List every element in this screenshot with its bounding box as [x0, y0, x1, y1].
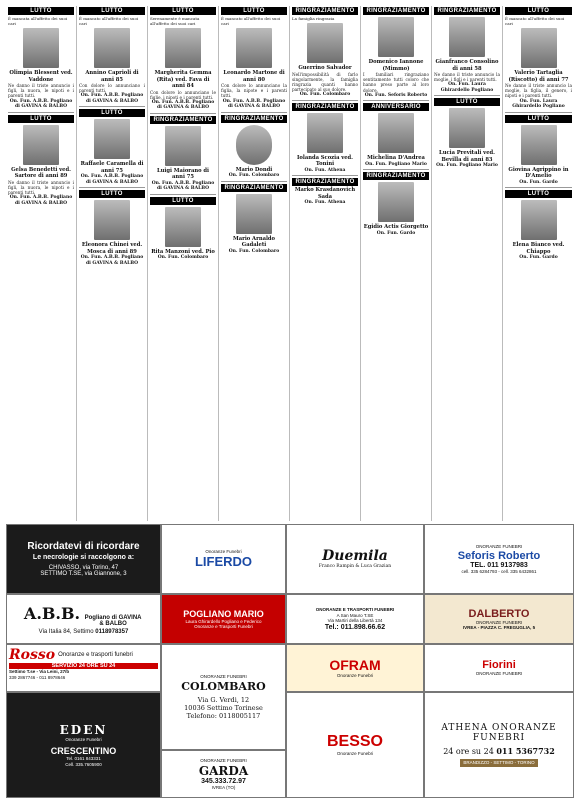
ad-rosso	[6, 644, 161, 692]
obit-name: Marko Krasdanovich Sada	[294, 187, 356, 200]
obit-photo	[307, 23, 343, 63]
ad-ivrea: IVREA (TO)	[211, 784, 236, 790]
ad-cities: BRANDIZZO - SETTIMO - TORINO	[460, 759, 537, 767]
column-8	[503, 6, 574, 521]
obit-name: Olimpia Blessent ved. Vaddone	[9, 70, 73, 83]
obit-name: Michelina D'Andrea	[367, 155, 425, 162]
ad-ricordatevi	[6, 524, 161, 594]
ad-sub: ONORANZE FUNEBRI	[200, 758, 247, 763]
obit-text: Nell'impossibilità di farlo singolarmente, la famiglia ringrazia quanti hanno partecipato al suo dolore.	[292, 71, 358, 93]
obit-name: Elena Bianco ved. Chiappo	[512, 242, 565, 255]
column-5	[290, 6, 361, 521]
obit-photo	[378, 182, 414, 222]
ad-title: LIFERDO	[194, 554, 253, 570]
ad-title: OFRAM	[329, 657, 381, 674]
obit-photo	[165, 126, 201, 166]
obit-name: Annino Caprioli di anni 85	[85, 70, 139, 83]
ad-title: EDEN	[59, 722, 108, 737]
obit-header: LUTTO	[505, 7, 572, 15]
divider	[79, 106, 145, 107]
obit-photo	[23, 125, 59, 165]
ads-section	[6, 524, 574, 798]
ad-line: Onoranze e Trasporti Funebri	[194, 624, 253, 629]
ad-sub: Onoranze Funebri	[65, 736, 102, 742]
obit-sign: On. Fun. A.B.B. Pogliano di GAVINA & BALBO	[80, 255, 144, 266]
obit-name: Domenico Iannone (Mimmo)	[368, 59, 424, 72]
divider	[79, 187, 145, 188]
obit-sign: On. Fun. Athena	[304, 167, 346, 173]
ad-sub: ONORANZE FUNEBRI	[475, 544, 523, 549]
obit-sub: Serenamente è mancata all'affetto dei suoi cari	[150, 16, 200, 26]
obit-name: Rita Manzoni ved. Pio	[151, 248, 215, 255]
ad-city: 10036 Settimo Torinese	[184, 703, 263, 712]
obit-photo	[94, 200, 130, 240]
obit-sign: On. Fun. Athena	[304, 200, 346, 206]
divider	[363, 100, 429, 101]
obit-photo	[449, 17, 485, 57]
ad-sub: Onoranze Funebri	[336, 673, 374, 679]
obit-sign: On. Fun. Gardo	[519, 179, 558, 185]
ad-title: Duemila	[322, 548, 388, 565]
obit-sub: La famiglia ringrazia	[292, 16, 335, 21]
obit-sign: On. Fun. Gardo	[376, 230, 416, 236]
obit-sub: È mancato all'affetto dei suoi cari	[221, 16, 281, 26]
obit-sign: On. Fun. Seforis Roberto	[364, 92, 428, 98]
ad-eden-crescentino	[6, 692, 161, 798]
ad-phone: 339 2867746 - 011 8978646	[9, 674, 66, 680]
obit-header: LUTTO	[150, 197, 216, 205]
obituaries-grid	[6, 6, 574, 521]
ad-fiorini	[424, 644, 574, 692]
ad-phone: Tel. 0161 843331	[66, 756, 101, 762]
obit-header: LUTTO	[150, 7, 216, 15]
ad-line: IVREA - PIAZZA C. FREGUGLIA, 5	[462, 625, 536, 630]
ad-sub: Onoranze Funebri	[205, 548, 242, 554]
obit-photo	[23, 28, 59, 68]
ad-sub: Onoranze e trasporti funebri	[58, 652, 133, 658]
ad-sub: ONORANZE FUNEBRI	[475, 619, 523, 625]
obit-name: Gelsa Benedetti ved. Sartore di anni 89	[11, 166, 71, 180]
ad-dalberto	[424, 594, 574, 644]
obit-name: Lucia Previtali ved. Bevilla di anni 83	[439, 150, 495, 163]
obit-photo	[449, 108, 485, 148]
ad-title: Rosso	[9, 647, 56, 663]
ad-phone2: cell. 335 6284793 - cell. 335 6432861	[461, 568, 537, 574]
obit-name: Gianfranco Consolino di anni 58	[435, 59, 499, 72]
obit-name: Raffaele Caramella di anni 75	[80, 161, 144, 174]
obit-text: Con dolore lo annunciano i parenti tutti.	[79, 83, 145, 94]
obit-name: Iolanda Scozia ved. Tonini	[297, 154, 353, 168]
divider	[221, 112, 287, 113]
obit-sign: On. Fun. Laura Ghirardello Pogliano	[440, 82, 494, 93]
ad-phone: 0118978357	[95, 628, 129, 635]
obit-sign: On. Fun. Laura Ghirardello Pogliano	[512, 98, 565, 110]
ad-sub: ONORANZE FUNEBRI	[472, 723, 557, 744]
ad-crescentino: CRESCENTINO	[50, 746, 117, 757]
column-4	[219, 6, 290, 521]
obit-name: Mario Dondi	[235, 166, 273, 173]
obit-photo	[521, 28, 557, 68]
obit-sub: È mancato all'affetto dei suoi cari	[505, 16, 565, 26]
ad-phone: Telefono: 0118005117	[186, 711, 261, 720]
divider	[505, 112, 572, 113]
ad-subtitle: Le necrologie si raccolgono a:	[32, 554, 135, 561]
ad-address: Via G. Verdi, 12	[197, 695, 250, 704]
obit-sign: On. Fun. Pogliano Mario	[365, 161, 427, 167]
ad-colombaro	[161, 644, 286, 750]
obit-photo	[236, 28, 272, 68]
divider	[150, 113, 216, 114]
ad-item: CHIVASSO, via Torino, 47	[48, 565, 119, 571]
obit-header: LUTTO	[8, 115, 74, 123]
obit-photo	[165, 28, 201, 68]
ad-duemila	[286, 524, 424, 594]
obit-name: Leonardo Martone di anni 80	[223, 70, 285, 83]
ad-address: Via Italia 84, Settimo	[38, 628, 94, 635]
obit-sign: On. Fun. Colombaro	[228, 173, 280, 179]
obit-photo	[521, 200, 557, 240]
obit-text: Con dolore lo annunciano le figlie, i nipoti e i parenti tutti.	[150, 89, 216, 100]
obit-header: LUTTO	[505, 190, 572, 198]
obit-header: RINGRAZIAMENTO	[363, 7, 429, 15]
obit-sign: On. Fun. A.B.B. Pogliano di GAVINA & BALBO	[9, 195, 73, 206]
divider	[221, 181, 287, 182]
divider	[292, 175, 358, 176]
ad-sub: ONORANZE FUNEBRI	[200, 674, 247, 680]
divider	[8, 112, 74, 113]
obit-header: RINGRAZIAMENTO	[221, 184, 287, 192]
ad-title: Seforis Roberto	[457, 549, 541, 562]
ad-ofram	[286, 644, 424, 692]
obit-name: Mario Arnaldo Gadaleti	[232, 235, 276, 249]
obit-sub: È mancata all'affetto dei suoi cari	[8, 16, 68, 26]
obit-sign: On. Fun. Colombaro	[299, 92, 351, 98]
obit-sign: On. Fun. Colombaro	[228, 248, 280, 254]
obit-header: LUTTO	[79, 7, 145, 15]
obit-text: Ne danno il triste annuncio la moglie, la figlia, il genero, i nipoti e i parenti tutti.	[505, 83, 572, 99]
ad-sub: ONORANZE FUNEBRI	[475, 671, 523, 677]
obit-header: RINGRAZIAMENTO	[363, 172, 429, 180]
ad-phone: 345.333.72.97	[201, 777, 246, 785]
ad-abb	[6, 594, 161, 644]
obit-header: LUTTO	[505, 115, 572, 123]
obit-text: I familiari ringraziano sentitamente tutti coloro che hanno preso parte al loro dolore.	[363, 72, 429, 93]
ad-item: SETTIMO T.SE, via Giannone, 3	[40, 571, 127, 577]
obit-name: Margherita Gemma (Rita) ved. Fava di anni 84	[154, 70, 212, 89]
divider	[505, 187, 572, 188]
ad-seforis	[424, 524, 574, 594]
ad-garda	[161, 750, 286, 798]
ad-liferdo	[161, 524, 286, 594]
obit-sign: On. Fun. A.B.B. Pogliano di GAVINA & BALBO	[80, 93, 144, 104]
obit-photo	[165, 207, 201, 247]
ad-phone: Tel.: 011.898.66.62	[324, 623, 386, 631]
column-7	[432, 6, 503, 521]
column-3	[148, 6, 219, 521]
obit-sign: On. Fun. A.B.B. Pogliano di GAVINA & BALBO	[151, 180, 215, 192]
obit-name: Luigi Maiorano di anni 75	[156, 167, 210, 181]
obit-header: ANNIVERSARIO	[363, 103, 429, 111]
ad-title: Fiorini	[482, 659, 516, 672]
obit-header: LUTTO	[79, 109, 145, 117]
obit-photo	[236, 125, 272, 165]
ad-phone: 011 5367732	[496, 746, 555, 757]
ad-besso	[286, 692, 424, 798]
ad-pogliano	[161, 594, 286, 644]
obit-header: RINGRAZIAMENTO	[292, 103, 358, 111]
ad-sub: Franco Rampin & Luca Grazian	[318, 564, 392, 570]
column-1	[6, 6, 77, 521]
ad-title: Ricordatevi di ricordare	[27, 541, 140, 552]
obit-photo	[521, 125, 557, 165]
obit-name: Valerio Tartaglia (Riscotto) di anni 77	[508, 70, 569, 83]
ad-sub: Laura Ghirardello Pogliano e Federico	[185, 618, 262, 624]
obit-text: Ne danno il triste annuncio la moglie, i figli e i parenti tutti.	[434, 72, 500, 83]
ad-saca	[286, 594, 424, 644]
obit-name: Eleonora Chinei ved. Mosca di anni 89	[81, 242, 143, 255]
obit-sign: On. Fun. A.B.B. Pogliano di GAVINA & BALBO	[9, 98, 73, 110]
ad-line: SERVIZIO 24 ORE SU 24	[9, 663, 158, 669]
ad-sub: Onoranze Funebri	[336, 751, 374, 757]
obit-header: LUTTO	[8, 7, 74, 15]
divider	[150, 194, 216, 195]
ad-athena	[424, 692, 574, 798]
column-2	[77, 6, 148, 521]
obit-name: Guerrino Salvador	[298, 65, 352, 71]
ad-phone: TEL. 011 9137983	[470, 561, 528, 569]
obit-sign: On. Fun. A.B.B. Pogliano di GAVINA & BALBO	[151, 99, 215, 111]
obit-sign: On. Fun. Colombaro	[157, 255, 209, 261]
ad-address: Settimo T.se - Via Leini, 27/b	[9, 669, 70, 674]
ad-address: Via Martiri della Libertà 134	[327, 618, 383, 624]
ad-title: COLOMBARO	[181, 679, 266, 693]
obit-sign: On. Fun. Gardo	[519, 255, 558, 261]
obit-name: Egidio Actis Giorgetto	[363, 224, 429, 231]
obit-photo	[307, 113, 343, 153]
obit-sign: On. Fun. A.B.B. Pogliano di GAVINA & BALBO	[222, 98, 286, 110]
obit-header: RINGRAZIAMENTO	[434, 7, 500, 15]
ad-title: A.B.B.	[23, 603, 81, 623]
obit-header: RINGRAZIAMENTO	[292, 7, 358, 15]
ad-title: DALBERTO	[468, 607, 530, 620]
ad-title: POGLIANO MARIO	[183, 608, 264, 619]
ad-title: GARDA	[198, 763, 249, 778]
obit-sign: On. Fun. A.B.B. Pogliano di GAVINA & BALBO	[80, 174, 144, 185]
column-6	[361, 6, 432, 521]
obit-header: LUTTO	[221, 7, 287, 15]
newspaper-page	[6, 6, 574, 798]
ad-name: A San Mauro T.SE	[336, 612, 374, 618]
obit-header: RINGRAZIAMENTO	[221, 115, 287, 123]
obit-text: Con dolore lo annunciano la figlia, la nipote e i parenti tutti.	[221, 83, 287, 99]
divider	[363, 169, 429, 170]
obit-photo	[94, 119, 130, 159]
obit-header: RINGRAZIAMENTO	[150, 116, 216, 124]
ad-title: ATHENA	[441, 723, 489, 734]
ad-cell: Cell. 335.7605900	[65, 761, 102, 767]
obit-sub: È mancato all'affetto dei suoi cari	[79, 16, 139, 26]
ad-title: BESSO	[326, 733, 383, 751]
ad-title: ONORANZE E TRASPORTI FUNEBRI	[315, 607, 395, 613]
obit-header: RINGRAZIAMENTO	[292, 178, 358, 186]
divider	[434, 95, 500, 96]
obit-name: Giovina Agrippino in D'Amelio	[508, 166, 569, 180]
obit-photo	[378, 113, 414, 153]
ad-line: 24 ore su 24	[443, 747, 494, 757]
obit-header: LUTTO	[79, 190, 145, 198]
obit-header: LUTTO	[434, 98, 500, 106]
divider	[292, 100, 358, 101]
obit-text: Ne danno il triste annuncio i figli, la nuora, le nipoti e i parenti tutti.	[8, 179, 74, 196]
obit-photo	[94, 28, 130, 68]
obit-text: Ne danno il triste annuncio i figli, la nuora, le nipoti e i parenti tutti.	[8, 83, 74, 99]
ad-title2: Pogliano di GAVINA & BALBO	[84, 614, 142, 627]
obit-sign: On. Fun. Pogliano Mario	[436, 163, 498, 169]
obit-photo	[236, 194, 272, 234]
obit-photo	[378, 17, 414, 57]
